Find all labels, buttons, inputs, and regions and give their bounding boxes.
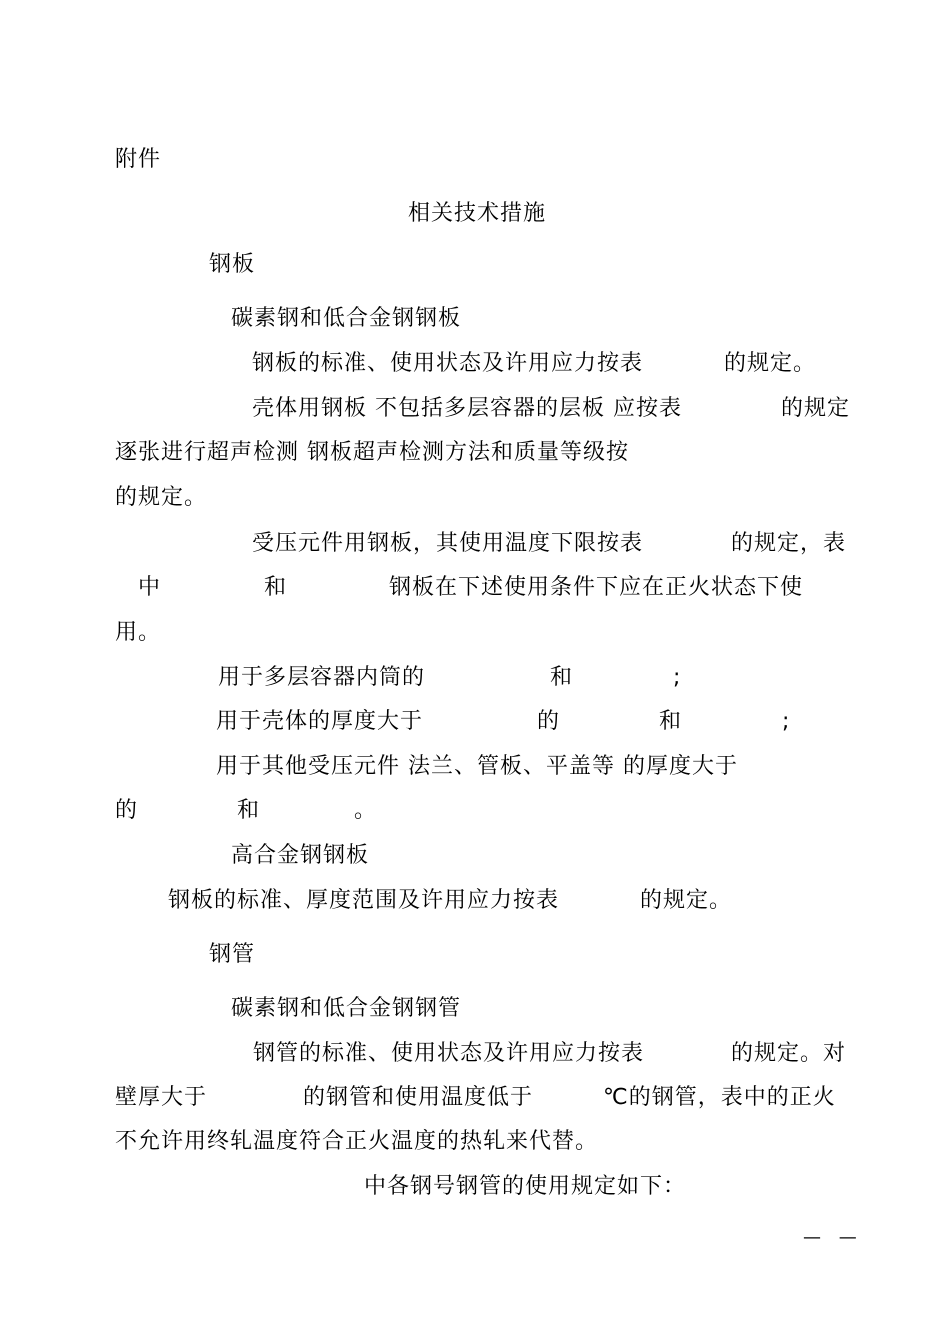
text-segment: 和: [264, 575, 288, 600]
subsection-heading-alloy-plate: 高合金钢钢板: [231, 843, 370, 868]
text-segment: 钢板在下述使用条件下应在正火状态下使: [389, 575, 804, 600]
text-segment: 用于其他受压元件 法兰、管板、平盖等 的厚度大于: [216, 754, 738, 779]
text-segment: 中: [138, 575, 162, 600]
text-segment: 受压元件用钢板，其使用温度下限按表: [252, 531, 644, 556]
section-heading-plate: 钢板: [209, 252, 256, 277]
text-segment: 和: [237, 798, 261, 823]
subsection-heading-carbon-pipe: 碳素钢和低合金钢钢管: [231, 996, 462, 1021]
text-segment: 的规定。: [640, 888, 733, 913]
attachment-label: 附件: [115, 147, 162, 172]
text-segment: 中各钢号钢管的使用规定如下：: [364, 1174, 687, 1199]
page-footer-dashes: — —: [803, 1227, 863, 1248]
text-segment: 壁厚大于: [115, 1085, 208, 1110]
text-segment: 的钢管和使用温度低于: [303, 1085, 534, 1110]
text-segment: 的: [115, 798, 139, 823]
text-segment: 钢管的标准、使用状态及许用应力按表: [253, 1041, 645, 1066]
text-segment: 的: [537, 709, 561, 734]
text-segment: 壳体用钢板 不包括多层容器的层板 应按表: [252, 396, 682, 421]
text-segment: ;: [673, 665, 682, 690]
text-segment: 钢板的标准、使用状态及许用应力按表: [252, 351, 644, 376]
text-segment: 的规定: [781, 396, 851, 421]
text-segment: 钢板的标准、厚度范围及许用应力按表: [168, 888, 560, 913]
text-segment: 的规定。: [115, 485, 208, 510]
text-segment: 的规定。对: [731, 1041, 847, 1066]
text-segment: ℃的钢管，表中的正火: [603, 1085, 836, 1110]
text-segment: 的规定，表: [731, 531, 847, 556]
text-segment: 的规定。: [724, 351, 817, 376]
text-segment: 用于壳体的厚度大于: [216, 709, 424, 734]
text-segment: 用于多层容器内筒的: [218, 665, 426, 690]
text-segment: 和: [550, 665, 574, 690]
text-segment: ;: [782, 709, 791, 734]
text-segment: 逐张进行超声检测 钢板超声检测方法和质量等级按: [115, 440, 629, 465]
text-segment: 和: [659, 709, 683, 734]
text-segment: 用。: [115, 620, 162, 645]
text-segment: 。: [354, 798, 378, 823]
page-title: 相关技术措施: [408, 201, 547, 226]
text-segment: 不允许用终轧温度符合正火温度的热轧来代替。: [115, 1129, 599, 1154]
subsection-heading-carbon-plate: 碳素钢和低合金钢钢板: [231, 306, 462, 331]
section-heading-pipe: 钢管: [209, 942, 256, 967]
